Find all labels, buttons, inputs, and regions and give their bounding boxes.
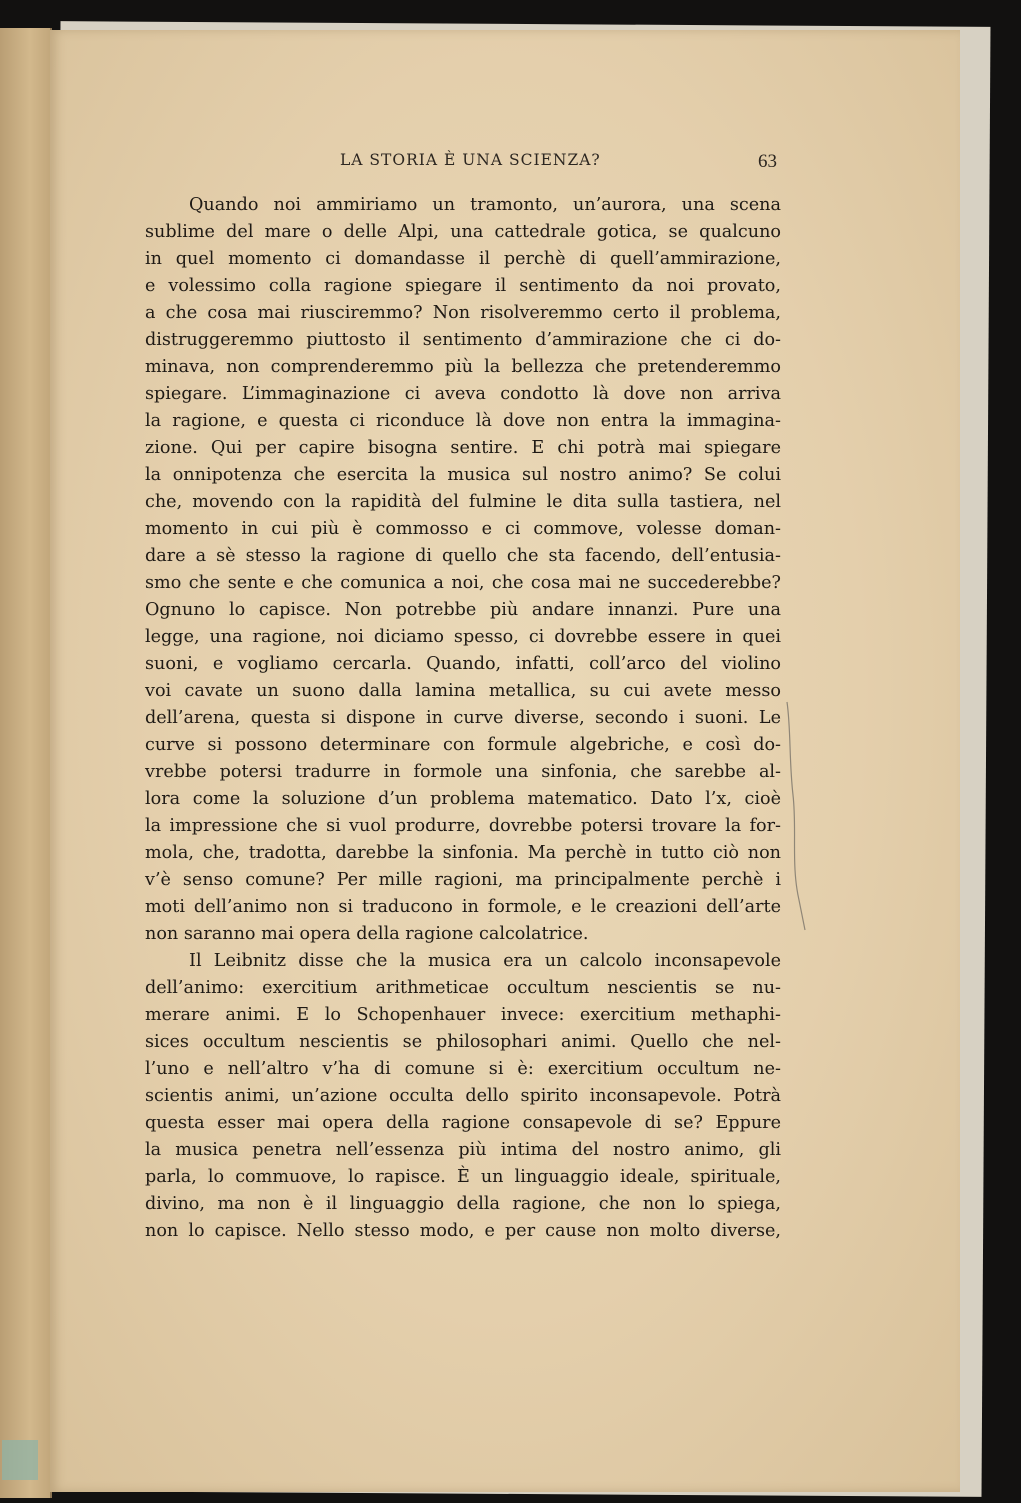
margin-pencil-mark — [785, 700, 807, 932]
text-line: dell’arena, questa si dispone in curve diverse, secondo i suoni. Le — [145, 708, 781, 728]
text-line: la ragione, e questa ci riconduce là dove non entra la immagina- — [145, 411, 781, 431]
text-line: e volessimo colla ragione spiegare il sentimento da noi provato, — [145, 276, 781, 296]
text-line: divino, ma non è il linguaggio della ragione, che non lo spiega, — [145, 1194, 781, 1214]
text-line: dell’animo: exercitium arithmeticae occultum nescientis se nu- — [145, 978, 781, 998]
text-line: parla, lo commuove, lo rapisce. È un linguaggio ideale, spirituale, — [145, 1167, 781, 1187]
text-line: mola, che, tradotta, darebbe la sinfonia. Ma perchè in tutto ciò non — [145, 843, 781, 863]
text-line: smo che sente e che comunica a noi, che cosa mai ne succederebbe? — [145, 573, 781, 593]
binding-stain — [2, 1440, 38, 1480]
text-line: curve si possono determinare con formule algebriche, e così do- — [145, 735, 781, 755]
text-line: legge, una ragione, noi diciamo spesso, ci dovrebbe essere in quei — [145, 627, 781, 647]
text-line: non saranno mai opera della ragione calcolatrice. — [145, 924, 589, 944]
text-line: Quando noi ammiriamo un tramonto, un’aurora, una scena — [189, 195, 781, 215]
text-line: zione. Qui per capire bisogna sentire. E chi potrà mai spiegare — [145, 438, 781, 458]
text-line: scientis animi, un’azione occulta dello spirito inconsapevole. Potrà — [145, 1086, 781, 1106]
text-line: minava, non comprenderemmo più la bellezza che pretenderemmo — [145, 357, 781, 377]
text-line: che, movendo con la rapidità del fulmine le dita sulla tastiera, nel — [145, 492, 781, 512]
text-line: voi cavate un suono dalla lamina metallica, su cui avete messo — [145, 681, 781, 701]
text-line: lora come la soluzione d’un problema matematico. Dato l’x, cioè — [145, 789, 781, 809]
text-line: dare a sè stesso la ragione di quello che sta facendo, dell’entusia- — [145, 546, 781, 566]
text-line: l’uno e nell’altro v’ha di comune si è: exercitium occultum ne- — [145, 1059, 781, 1079]
text-line: a che cosa mai riusciremmo? Non risolveremmo certo il problema, — [145, 303, 781, 323]
text-line: moti dell’animo non si traducono in formole, e le creazioni dell’arte — [145, 897, 781, 917]
text-line: vrebbe potersi tradurre in formole una sinfonia, che sarebbe al- — [145, 762, 781, 782]
text-line: in quel momento ci domandasse il perchè di quell’ammirazione, — [145, 249, 781, 269]
text-line: spiegare. L’immaginazione ci aveva condotto là dove non arriva — [145, 384, 781, 404]
text-line: v’è senso comune? Per mille ragioni, ma principalmente perchè i — [145, 870, 781, 890]
text-line: Ognuno lo capisce. Non potrebbe più andare innanzi. Pure una — [145, 600, 781, 620]
text-line: momento in cui più è commosso e ci commove, volesse doman- — [145, 519, 781, 539]
text-line: la onnipotenza che esercita la musica sul nostro animo? Se colui — [145, 465, 781, 485]
paragraph-2 — [145, 948, 781, 1245]
text-line: distruggeremmo piuttosto il sentimento d’ammirazione che ci do- — [145, 330, 781, 350]
text-line: merare animi. E lo Schopenhauer invece: exercitium methaphi- — [145, 1005, 781, 1025]
left-page-edge — [0, 28, 52, 1498]
text-line: sublime del mare o delle Alpi, una cattedrale gotica, se qualcuno — [145, 222, 781, 242]
paragraph-1 — [145, 192, 781, 948]
text-line: la musica penetra nell’essenza più intima del nostro animo, gli — [145, 1140, 781, 1160]
text-line: sices occultum nescientis se philosophari animi. Quello che nel- — [145, 1032, 781, 1052]
text-line: non lo capisce. Nello stesso modo, e per cause non molto diverse, — [145, 1221, 781, 1241]
running-title: LA STORIA È UNA SCIENZA? — [340, 151, 601, 169]
body-text — [145, 192, 781, 1245]
page-number: 63 — [758, 151, 777, 172]
text-line: la impressione che si vuol produrre, dovrebbe potersi trovare la for- — [145, 816, 781, 836]
text-line: suoni, e vogliamo cercarla. Quando, infatti, coll’arco del violino — [145, 654, 781, 674]
text-line: Il Leibnitz disse che la musica era un calcolo inconsapevole — [189, 951, 781, 971]
text-line: questa esser mai opera della ragione consapevole di se? Eppure — [145, 1113, 781, 1133]
